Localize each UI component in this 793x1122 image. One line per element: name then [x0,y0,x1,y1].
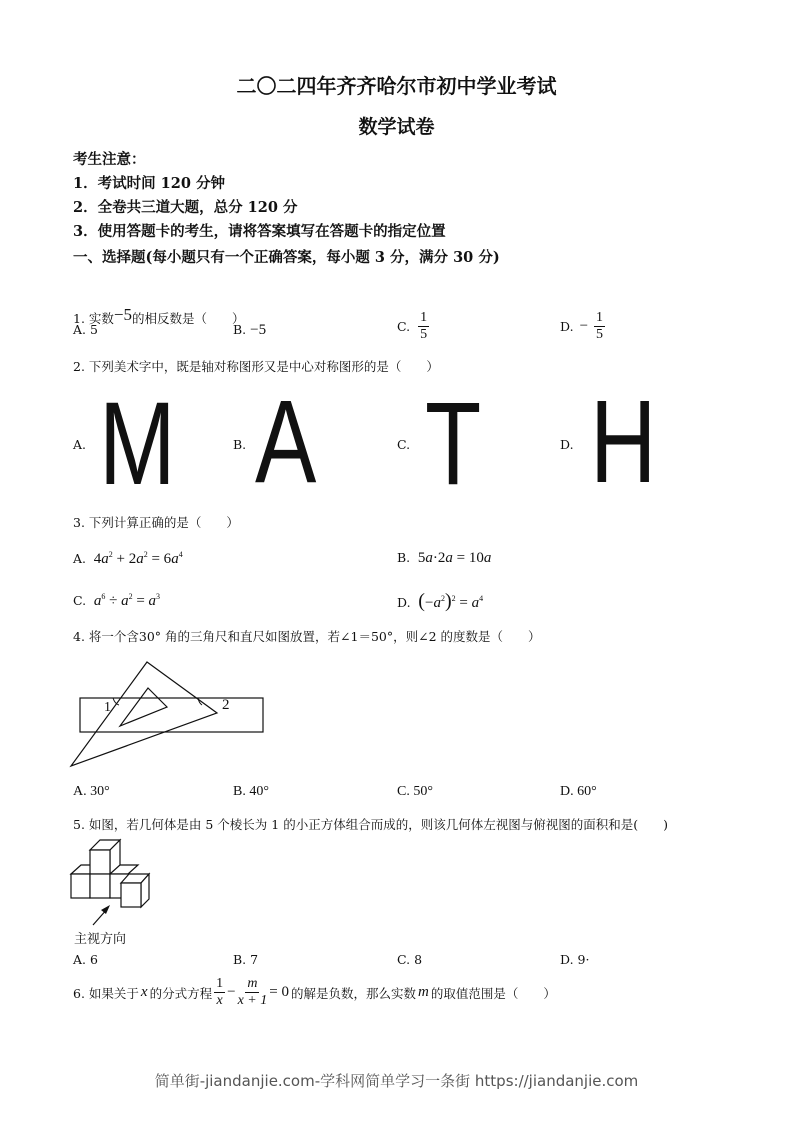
q6-text: 的分式方程 [149,985,213,1001]
numerator: m [245,976,259,993]
q3-option-d: D. $(-a^2)^2 = a^4$ [397,590,484,612]
q1-text-end: 的相反数是（ ） [132,311,245,326]
q6-text: 的解是负数，那么实数 [290,985,416,1001]
fraction [594,310,605,343]
angle-2-label: 2 [222,697,230,713]
exam-subtitle: 数学试卷 [358,116,435,138]
fraction [418,310,429,343]
option-label: C. [397,319,411,335]
option-label: B. [397,550,411,565]
letter-a: A [255,376,317,508]
option-label: D. [560,319,574,335]
q1-text: 1. 实数 [73,311,114,326]
letter-m: M [99,378,176,510]
denominator: x [216,993,223,1009]
q6-text: 6. 如果关于 [73,985,139,1001]
q2-label-d: D. [560,437,574,452]
q4-option-d: D. 60° [560,784,597,799]
q5-option-a: A. 6 [73,952,98,967]
question-2: 2. 下列美术字中，既是轴对称图形又是中心对称图形的是（ ） [73,359,439,374]
arrow-head-icon [101,905,110,914]
footer-watermark: 简单街-jiandanjie.com-学科网简单学习一条街 https://jiandanjie.com [154,1072,639,1090]
q5-option-b: B. 7 [233,952,259,967]
angle-1-label: 1 [104,700,111,715]
notice-item: 1．考试时间 120 分钟 [73,175,225,192]
question-4: 4. 将一个含30° 角的三角尺和直尺如图放置，若∠1＝50°，则∠2 的度数是（ ） [73,629,541,644]
q3-option-b: B. 5a·2a = 10a [397,550,492,566]
front-cube [121,883,141,907]
fraction-m-over-x-plus-1 [238,976,268,1009]
notice-item: 3．使用答题卡的考生，请将答案填写在答题卡的指定位置 [73,223,446,240]
q6-text: 的取值范围是（ ） [430,985,556,1001]
letter-t: T [425,378,482,510]
variable-x: x [140,984,148,1001]
q2-label-c: C. [397,437,411,452]
q1-option-d [560,310,605,343]
q2-label-b: B. [233,437,247,452]
letter-h: H [590,376,657,508]
exam-title: 二〇二四年齐齐哈尔市初中学业考试 [236,74,557,98]
denominator: 5 [420,327,428,343]
numerator: 1 [214,976,225,993]
section-heading: 一、选择题(每小题只有一个正确答案，每小题 3 分，满分 30 分) [73,249,500,266]
cubes-figure [0,0,200,960]
q4-option-a: A. 30° [73,784,110,799]
question-3: 3. 下列计算正确的是（ ） [73,515,239,530]
equals-zero: = 0 [269,984,289,1001]
q1-option-c [397,310,429,343]
q3-option-c: C. $a^6 \div a^2 = a^3$ [73,592,161,609]
minus-sign: − [227,984,236,1001]
sign: − [579,318,589,335]
denominator: 5 [596,327,604,343]
variable-m: m [417,984,429,1001]
q1-option-a: A. 5 [73,322,98,337]
q4-option-b: B. 40° [233,784,269,799]
notice-heading: 考生注意： [73,151,146,168]
option-label: C. [73,593,87,608]
question-5: 5. 如图，若几何体是由 5 个棱长为 1 的小正方体组合而成的，则该几何体左视图与俯视图的面积和是( ) [73,817,668,832]
q2-label-a: A. [73,437,87,452]
notice-item: 2．全卷共三道大题，总分 120 分 [73,199,298,216]
fraction-1-over-x [214,976,225,1009]
numerator: 1 [418,310,429,327]
option-label: B. [233,322,247,337]
q5-option-d: D. 9· [560,952,590,967]
option-label: A. [73,551,87,566]
option-value: −5 [250,322,267,338]
q5-option-c: C. 8 [397,952,423,967]
q4-option-c: C. 50° [397,784,433,799]
question-6 [73,976,556,1009]
q1-number: −5 [113,305,132,324]
numerator: 1 [594,310,605,327]
q3-option-a: A. $4a^2 + 2a^2 = 6a^4$ [73,550,183,567]
view-direction-label: 主视方向 [74,932,127,947]
option-label: D. [397,595,411,610]
denominator: x + 1 [237,993,268,1009]
